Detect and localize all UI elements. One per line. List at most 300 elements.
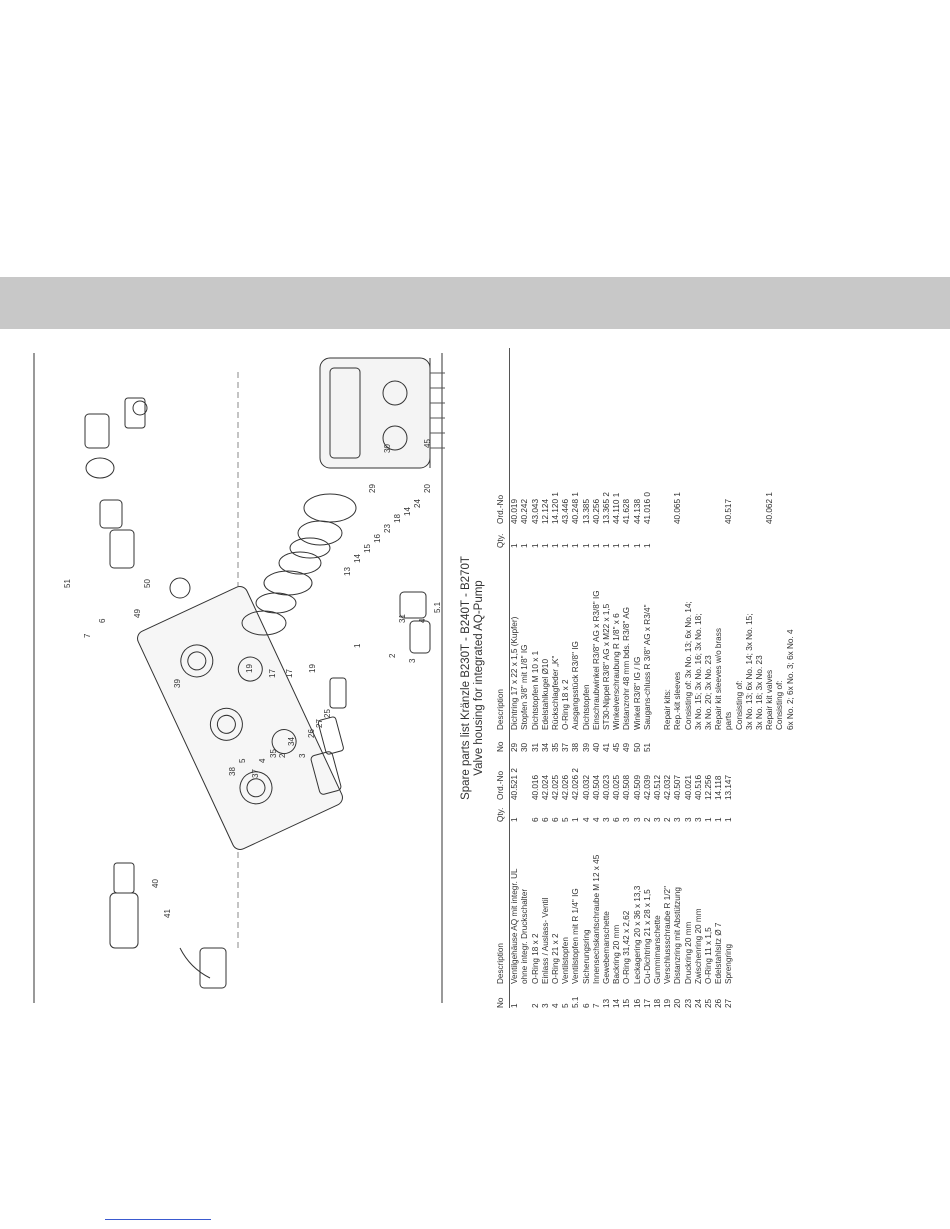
cell-no: 20 bbox=[673, 998, 683, 1008]
cell-qty-2: 1 bbox=[551, 543, 561, 548]
cell-description: Backring 20 mm bbox=[612, 924, 622, 984]
cell-ord-no-2 bbox=[694, 348, 704, 524]
cell-qty: 1 bbox=[571, 817, 581, 822]
table-header-row bbox=[496, 348, 510, 1008]
cell-description-2: Winkel R3/8" IG / IG bbox=[632, 656, 642, 730]
cell-description-2: Stopfen 3/8" mit 1/8" IG bbox=[520, 644, 530, 730]
cell-qty-2 bbox=[786, 524, 796, 548]
cell-ord-no-2: 41.016 0 bbox=[642, 492, 652, 524]
cell-description-2: Rückschlagfeder „K" bbox=[551, 655, 561, 730]
callout-23: 23 bbox=[383, 524, 392, 533]
cell-no-2 bbox=[786, 730, 796, 752]
cell-ord-no: 40.521 2 bbox=[510, 768, 520, 800]
cell-qty: 2 bbox=[642, 817, 652, 822]
callout-5: 5 bbox=[238, 758, 247, 763]
cell-no: 18 bbox=[653, 998, 663, 1008]
cell-no bbox=[735, 984, 745, 1008]
cell-description-2: 3x No. 13; 6x No. 14; 3x No. 15; bbox=[744, 613, 754, 730]
table-row bbox=[561, 348, 571, 1008]
table-row bbox=[551, 348, 561, 1008]
cell-description-2: Edelstahlkugel Ø10 bbox=[540, 658, 550, 730]
parts-table-body bbox=[510, 348, 796, 1008]
cell-ord-no-2: 40.256 bbox=[591, 498, 601, 524]
cell-qty-2: 1 bbox=[510, 543, 520, 548]
table-row bbox=[745, 348, 755, 1008]
cell-qty-2: 1 bbox=[632, 543, 642, 548]
cell-description: O-Ring 31,42 x 2,62 bbox=[622, 910, 632, 984]
cell-description: ohne integr. Druckschalter bbox=[520, 888, 530, 984]
cell-ord-no: 40.516 bbox=[693, 774, 703, 800]
cell-qty bbox=[520, 800, 530, 822]
cell-description: O-Ring 18 x 2 bbox=[530, 933, 540, 984]
cell-no-2: 39 bbox=[581, 742, 591, 752]
cell-ord-no: 40.509 bbox=[632, 774, 642, 800]
callout-45: 45 bbox=[423, 439, 432, 448]
cell-no: 2 bbox=[530, 1003, 540, 1008]
cell-ord-no-2 bbox=[775, 348, 785, 524]
cell-ord-no-2: 43.446 bbox=[561, 498, 571, 524]
exploded-diagram-svg bbox=[30, 348, 446, 1008]
cell-description-2: Consisting of: bbox=[734, 680, 744, 730]
cell-qty-2 bbox=[684, 524, 694, 548]
cell-qty: 3 bbox=[673, 817, 683, 822]
callout-18: 18 bbox=[393, 514, 402, 523]
callout-17: 17 bbox=[285, 669, 294, 678]
table-row bbox=[765, 348, 775, 1008]
exploded-view-drawing bbox=[30, 348, 446, 1008]
cell-qty: 2 bbox=[663, 817, 673, 822]
cell-description bbox=[745, 822, 755, 984]
cell-no bbox=[775, 984, 785, 1008]
cell-description-2: 3x No. 18; 3x No. 23 bbox=[755, 655, 765, 730]
cell-no bbox=[745, 984, 755, 1008]
callout-2b: 2 bbox=[278, 753, 287, 758]
cell-description bbox=[765, 822, 775, 984]
cell-qty: 5 bbox=[561, 817, 571, 822]
cell-qty-2: 1 bbox=[642, 543, 652, 548]
cell-no: 14 bbox=[612, 998, 622, 1008]
callout-27: 27 bbox=[315, 719, 324, 728]
cell-qty: 1 bbox=[510, 817, 520, 822]
cell-description: Gewebemanschette bbox=[602, 911, 612, 984]
cell-ord-no-2: 12.124 bbox=[540, 498, 550, 524]
callout-34: 34 bbox=[287, 737, 296, 746]
cell-ord-no: 42.025 bbox=[551, 774, 561, 800]
cell-ord-no: 40.023 bbox=[602, 774, 612, 800]
cell-qty: 3 bbox=[683, 817, 693, 822]
cell-ord-no bbox=[745, 752, 755, 800]
table-row bbox=[775, 348, 785, 1008]
cell-qty-2 bbox=[745, 524, 755, 548]
cell-ord-no-2 bbox=[684, 348, 694, 524]
cell-description-2: Repair kit sleeves w/o brass bbox=[714, 628, 724, 730]
cell-qty bbox=[735, 800, 745, 822]
header-description: Description bbox=[496, 822, 510, 984]
cell-ord-no bbox=[755, 752, 765, 800]
cell-qty-2 bbox=[724, 524, 734, 548]
cell-qty: 3 bbox=[602, 817, 612, 822]
cell-ord-no: 40.508 bbox=[622, 774, 632, 800]
cell-description: Einlass / Auslass- Ventil bbox=[540, 897, 550, 984]
table-row bbox=[541, 348, 551, 1008]
cell-no: 3 bbox=[540, 1003, 550, 1008]
cell-no-2: 41 bbox=[602, 742, 612, 752]
cell-qty: 3 bbox=[632, 817, 642, 822]
callout-26: 26 bbox=[307, 729, 316, 738]
table-row bbox=[612, 348, 622, 1008]
cell-description: Ventilgehäuse AQ mit integr. UL bbox=[510, 868, 520, 984]
cell-qty-2: 1 bbox=[612, 543, 622, 548]
cell-qty-2 bbox=[694, 524, 704, 548]
callout-15: 15 bbox=[363, 544, 372, 553]
cell-no: 7 bbox=[591, 1003, 601, 1008]
cell-description-2: 3x No. 15; 3x No. 16; 3x No. 18; bbox=[693, 613, 703, 730]
cell-no-2 bbox=[765, 730, 775, 752]
header-ord-no-2: Ord.-No bbox=[496, 348, 510, 524]
cell-ord-no-2: 40.517 bbox=[724, 498, 734, 524]
cell-ord-no: 14.118 bbox=[714, 775, 724, 800]
cell-no-2 bbox=[704, 730, 714, 752]
callout-6: 6 bbox=[98, 618, 107, 623]
cell-ord-no-2 bbox=[735, 348, 745, 524]
cell-description-2: Consisting of: 3x No. 13; 6x No. 14; bbox=[683, 601, 693, 730]
cell-ord-no: 40.021 bbox=[683, 774, 693, 800]
table-row bbox=[724, 348, 734, 1008]
table-row bbox=[592, 348, 602, 1008]
table-row bbox=[694, 348, 704, 1008]
cell-qty: 1 bbox=[714, 817, 724, 822]
cell-qty bbox=[745, 800, 755, 822]
cell-no: 23 bbox=[683, 998, 693, 1008]
callout-51: 51 bbox=[63, 579, 72, 588]
cell-ord-no bbox=[520, 752, 530, 800]
header-description-2: Description bbox=[496, 548, 510, 730]
footer-link-underline[interactable] bbox=[105, 1219, 211, 1220]
callout-7: 7 bbox=[83, 633, 92, 638]
cell-ord-no-2: 41.628 bbox=[622, 498, 632, 524]
cell-ord-no-2 bbox=[704, 348, 714, 524]
cell-ord-no: 40.512 bbox=[653, 774, 663, 800]
cell-description: Ventilstopfen bbox=[561, 937, 571, 984]
cell-qty: 6 bbox=[540, 817, 550, 822]
cell-qty: 4 bbox=[591, 817, 601, 822]
callout-17b: 17 bbox=[268, 669, 277, 678]
cell-qty-2 bbox=[735, 524, 745, 548]
cell-no: 1 bbox=[510, 1003, 520, 1008]
cell-ord-no: 40.507 bbox=[673, 774, 683, 800]
cell-no bbox=[755, 984, 765, 1008]
cell-qty-2: 1 bbox=[591, 543, 601, 548]
callout-13: 13 bbox=[343, 567, 352, 576]
cell-no-2: 34 bbox=[540, 742, 550, 752]
cell-description-2: Rep.-kit sleeves bbox=[673, 671, 683, 730]
parts-list-title bbox=[460, 348, 486, 1008]
cell-description-2: 6x No. 2; 6x No. 3; 6x No. 4 bbox=[785, 629, 795, 730]
table-row bbox=[633, 348, 643, 1008]
callout-14b: 14 bbox=[353, 554, 362, 563]
cell-no bbox=[786, 984, 796, 1008]
cell-qty: 1 bbox=[704, 817, 714, 822]
cell-ord-no-2: 44.138 bbox=[632, 498, 642, 524]
callout-39: 39 bbox=[173, 679, 182, 688]
callout-24: 24 bbox=[413, 499, 422, 508]
cell-description: Sicherungsring bbox=[581, 929, 591, 984]
cell-description-2: Repair kits: bbox=[663, 689, 673, 730]
cell-ord-no: 40.504 bbox=[591, 774, 601, 800]
cell-description: Sprengring bbox=[724, 943, 734, 984]
table-row bbox=[582, 348, 592, 1008]
callout-38: 38 bbox=[228, 767, 237, 776]
table-row bbox=[786, 348, 796, 1008]
cell-qty-2 bbox=[775, 524, 785, 548]
cell-ord-no-2: 40.019 bbox=[510, 498, 520, 524]
cell-ord-no: 40.025 bbox=[612, 774, 622, 800]
cell-no-2: 31 bbox=[530, 742, 540, 752]
cell-description: Ventilstopfen mit R 1/4" IG bbox=[571, 888, 581, 984]
cell-no: 27 bbox=[724, 998, 734, 1008]
cell-no bbox=[520, 984, 530, 1008]
cell-description-2: Dichtstopfen M 10 x 1 bbox=[530, 650, 540, 730]
header-no-2: No bbox=[496, 730, 510, 752]
cell-qty: 6 bbox=[530, 817, 540, 822]
cell-description-2: O-Ring 18 x 2 bbox=[561, 679, 571, 730]
cell-ord-no: 42.032 bbox=[663, 774, 673, 800]
table-row bbox=[704, 348, 714, 1008]
cell-description: Druckring 20 mm bbox=[683, 921, 693, 984]
cell-ord-no-2: 40.242 bbox=[520, 498, 530, 524]
callout-1: 1 bbox=[353, 643, 362, 648]
header-ord-no: Ord.-No bbox=[496, 752, 510, 800]
cell-no-2: 50 bbox=[632, 742, 642, 752]
cell-no: 25 bbox=[704, 998, 714, 1008]
cell-qty bbox=[786, 800, 796, 822]
cell-ord-no-2: 13.365 2 bbox=[602, 492, 612, 524]
cell-qty: 1 bbox=[724, 817, 734, 822]
cell-ord-no-2: 40.065 1 bbox=[673, 492, 683, 524]
table-row bbox=[520, 348, 530, 1008]
cell-no-2 bbox=[724, 730, 734, 752]
cell-qty bbox=[765, 800, 775, 822]
table-row bbox=[571, 348, 581, 1008]
cell-no-2 bbox=[775, 730, 785, 752]
callout-41: 41 bbox=[163, 909, 172, 918]
cell-no-2 bbox=[673, 730, 683, 752]
cell-description-2: parts bbox=[724, 711, 734, 730]
title-line-1: Spare parts list Kränzle B230T - B240T - B270T bbox=[460, 556, 472, 800]
cell-qty-2: 1 bbox=[561, 543, 571, 548]
callout-40: 40 bbox=[151, 879, 160, 888]
callout-5-1: 5.1 bbox=[433, 601, 442, 613]
cell-no: 5.1 bbox=[571, 996, 581, 1008]
inlet-fittings bbox=[110, 863, 226, 988]
table-row bbox=[510, 348, 521, 1008]
cell-description bbox=[735, 822, 745, 984]
cell-qty-2: 1 bbox=[520, 543, 530, 548]
table-row bbox=[622, 348, 632, 1008]
cell-qty: 6 bbox=[551, 817, 561, 822]
cell-no-2 bbox=[663, 730, 673, 752]
cell-description: Distanzring mit Abstützung bbox=[673, 887, 683, 984]
cell-ord-no: 42.039 bbox=[642, 774, 652, 800]
cell-no: 26 bbox=[714, 998, 724, 1008]
cell-description bbox=[755, 822, 765, 984]
cell-no-2 bbox=[653, 730, 663, 752]
cell-description-2: Dichtstopfen bbox=[581, 684, 591, 730]
cell-ord-no: 42.024 bbox=[540, 774, 550, 800]
cell-no-2 bbox=[684, 730, 694, 752]
cell-ord-no-2 bbox=[786, 348, 796, 524]
cell-no-2: 38 bbox=[571, 742, 581, 752]
cell-ord-no-2 bbox=[653, 348, 663, 524]
cell-description-2: Repair kit valves bbox=[765, 669, 775, 730]
callout-35: 35 bbox=[269, 749, 278, 758]
cell-ord-no: 42.026 bbox=[561, 774, 571, 800]
rotated-page-content bbox=[30, 348, 795, 1008]
cell-qty-2: 1 bbox=[581, 543, 591, 548]
callout-30: 30 bbox=[383, 444, 392, 453]
callout-16: 16 bbox=[373, 534, 382, 543]
header-no: No bbox=[496, 984, 510, 1008]
cell-description: Leckagering 20 x 36 x 13,3 bbox=[632, 885, 642, 984]
cell-description-2: Einschraubwinkel R3/8" AG x R3/8" IG bbox=[591, 590, 601, 730]
callout-19b: 19 bbox=[245, 664, 254, 673]
cell-qty: 3 bbox=[622, 817, 632, 822]
header-qty-2: Qty. bbox=[496, 524, 510, 548]
callout-31: 31 bbox=[398, 614, 407, 623]
cell-ord-no-2: 14.120 1 bbox=[551, 492, 561, 524]
cell-ord-no-2 bbox=[745, 348, 755, 524]
cell-ord-no-2 bbox=[663, 348, 673, 524]
cell-ord-no: 40.032 bbox=[581, 774, 591, 800]
cell-description: Zwischenring 20 mm bbox=[693, 908, 703, 984]
callout-29: 29 bbox=[368, 484, 377, 493]
cell-description-2: Ausgangsstück R3/8" IG bbox=[571, 641, 581, 730]
cell-description-2: Distanzrohr 48 mm bds. R3/8" AG bbox=[622, 606, 632, 730]
callout-2: 2 bbox=[388, 653, 397, 658]
cell-ord-no bbox=[735, 752, 745, 800]
cell-ord-no bbox=[765, 752, 775, 800]
cell-qty-2 bbox=[704, 524, 714, 548]
cell-no-2: 29 bbox=[510, 742, 520, 752]
cell-description: O-Ring 21 x 2 bbox=[551, 933, 561, 984]
cell-no: 4 bbox=[551, 1003, 561, 1008]
callout-25: 25 bbox=[323, 709, 332, 718]
cell-qty bbox=[755, 800, 765, 822]
cell-qty-2: 1 bbox=[540, 543, 550, 548]
gray-header-band bbox=[0, 277, 950, 329]
callout-14: 14 bbox=[403, 507, 412, 516]
cell-qty: 4 bbox=[581, 817, 591, 822]
table-row bbox=[643, 348, 653, 1008]
cell-no-2 bbox=[745, 730, 755, 752]
callout-49: 49 bbox=[133, 609, 142, 618]
table-row bbox=[684, 348, 694, 1008]
cell-no: 15 bbox=[622, 998, 632, 1008]
title-line-2: Valve housing for integrated AQ-Pump bbox=[473, 580, 485, 776]
cell-ord-no: 13.147 bbox=[724, 774, 734, 800]
cell-no-2 bbox=[735, 730, 745, 752]
table-row bbox=[663, 348, 673, 1008]
cell-no: 13 bbox=[602, 998, 612, 1008]
cell-qty-2 bbox=[765, 524, 775, 548]
cell-description bbox=[775, 822, 785, 984]
cell-no-2 bbox=[694, 730, 704, 752]
table-row bbox=[714, 348, 724, 1008]
cell-qty-2 bbox=[663, 524, 673, 548]
cell-qty-2 bbox=[673, 524, 683, 548]
cell-no-2: 37 bbox=[561, 742, 571, 752]
cell-description: Edelstahlsitz Ø 7 bbox=[714, 922, 724, 984]
cell-description-2: Saugans-chluss R 3/8" AG x R3/4" bbox=[642, 604, 652, 730]
cell-ord-no-2: 40.248 1 bbox=[571, 492, 581, 524]
cell-qty-2: 1 bbox=[602, 543, 612, 548]
cell-no-2 bbox=[755, 730, 765, 752]
cell-no-2 bbox=[714, 730, 724, 752]
cell-qty-2: 1 bbox=[571, 543, 581, 548]
cell-description-2: ST30-Nippel R3/8" AG x M22 x 1,5 bbox=[602, 603, 612, 730]
cell-no: 5 bbox=[561, 1003, 571, 1008]
cell-no: 16 bbox=[632, 998, 642, 1008]
cell-ord-no-2: 43.043 bbox=[530, 498, 540, 524]
cell-no-2: 45 bbox=[612, 742, 622, 752]
cell-description: Innensechskantschraube M 12 x 45 bbox=[591, 854, 601, 984]
cell-no-2: 51 bbox=[642, 742, 652, 752]
cell-no-2: 30 bbox=[520, 742, 530, 752]
cell-qty-2: 1 bbox=[530, 543, 540, 548]
cell-ord-no-2: 44.110 1 bbox=[612, 492, 622, 524]
cell-qty: 6 bbox=[612, 817, 622, 822]
cell-no bbox=[765, 984, 775, 1008]
cell-ord-no-2 bbox=[714, 348, 724, 524]
valve-housing bbox=[135, 584, 345, 852]
cell-qty-2 bbox=[755, 524, 765, 548]
cell-ord-no-2: 13.385 bbox=[581, 498, 591, 524]
callout-3b: 3 bbox=[298, 753, 307, 758]
cell-qty: 3 bbox=[653, 817, 663, 822]
cell-description: Gummimanschette bbox=[653, 915, 663, 984]
spare-parts-table bbox=[496, 348, 796, 1008]
cell-no: 6 bbox=[581, 1003, 591, 1008]
cell-description bbox=[786, 822, 796, 984]
header-qty: Qty. bbox=[496, 800, 510, 822]
cell-description: Verschlussschraube R 1/2" bbox=[663, 885, 673, 984]
cell-no-2: 35 bbox=[551, 742, 561, 752]
cell-qty-2 bbox=[714, 524, 724, 548]
callout-37: 37 bbox=[251, 769, 260, 778]
cell-qty: 3 bbox=[693, 817, 703, 822]
cell-ord-no: 12.256 bbox=[704, 774, 714, 800]
cell-qty-2 bbox=[653, 524, 663, 548]
cell-description: O-Ring 11 x 1,5 bbox=[704, 927, 714, 984]
cell-ord-no bbox=[786, 752, 796, 800]
table-row bbox=[602, 348, 612, 1008]
cell-qty-2: 1 bbox=[622, 543, 632, 548]
cell-no-2: 40 bbox=[591, 742, 601, 752]
callout-4b: 4 bbox=[258, 758, 267, 763]
callout-20: 20 bbox=[423, 484, 432, 493]
table-row bbox=[673, 348, 683, 1008]
callout-4: 4 bbox=[418, 618, 427, 623]
cell-description-2: 3x No. 20; 3x No. 23 bbox=[704, 655, 714, 730]
sleeve-stack bbox=[242, 494, 356, 635]
cell-ord-no: 40.016 bbox=[530, 774, 540, 800]
cell-no-2: 49 bbox=[622, 742, 632, 752]
cell-no: 19 bbox=[663, 998, 673, 1008]
callout-3: 3 bbox=[408, 658, 417, 663]
cell-ord-no-2 bbox=[755, 348, 765, 524]
cell-description-2: Consisting of: bbox=[775, 680, 785, 730]
cell-ord-no-2: 40.062 1 bbox=[765, 492, 775, 524]
